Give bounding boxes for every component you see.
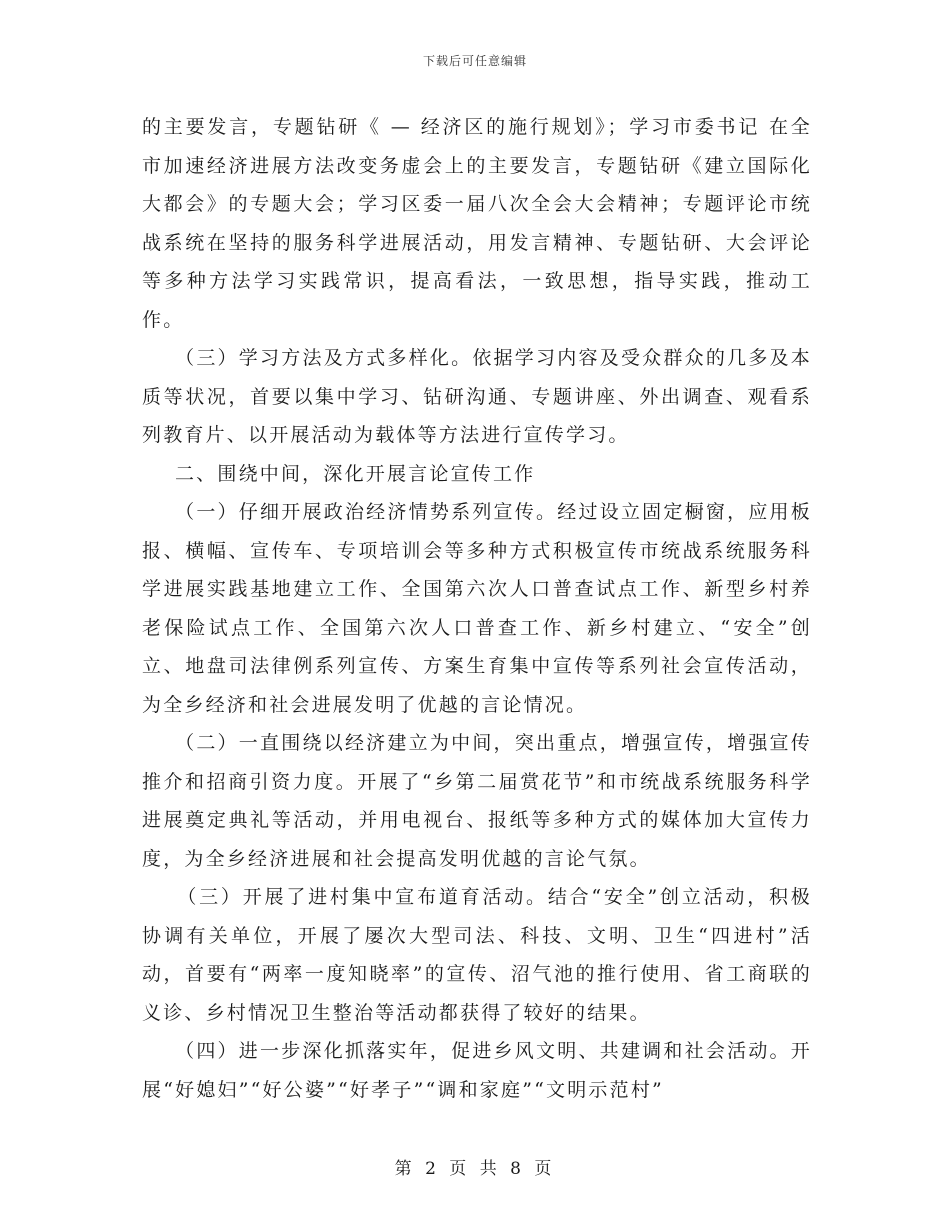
document-body [142,108,812,1109]
page-number-footer: 第 2 页 共 8 页 [394,1159,556,1179]
paragraph-continuation: 的主要发言，专题钻研《 — 经济区的施行规划》；学习市委书记 在全市加速经济进展方法改变务虚会上的主要发言，专题钻研《建立国际化大都会》的专题大会；学习区委一届八次全会大会精神；专题评论市统战系统在坚持的服务科学进展活动，用发言精神、专题钻研、大会评论等多种方法学习实践常识，提高看法，一致思想，指导实践，推动工作。 [142,116,812,331]
paragraph-economic-publicity: （一）仔细开展政治经济情势系列宣传。经过设立固定橱窗，应用板报、横幅、宣传车、专项培训会等多种方式积极宣传市统战系统服务科学进展实践基地建立工作、全国第六次人口普查试点工作、新型乡村养老保险试点工作、全国第六次人口普查工作、新乡村建立、“安全”创立、地盘司法律例系列宣传、方案生育集中宣传等系列社会宣传活动，为全乡经济和社会进展发明了优越的言论情况。 [142,501,812,716]
paragraph-rural-civilization: （四）进一步深化抓落实年，促进乡风文明、共建调和社会活动。开展“好媳妇”“好公婆”“好孝子”“调和家庭”“文明示范村” [142,1040,812,1101]
paragraph-learning-methods: （三）学习方法及方式多样化。依据学习内容及受众群众的几多及本质等状况，首要以集中学习、钻研沟通、专题讲座、外出调查、观看系列教育片、以开展活动为载体等方法进行宣传学习。 [142,347,812,446]
paragraph-village-activities: （三）开展了进村集中宣布道育活动。结合“安全”创立活动，积极协调有关单位，开展了屡次大型司法、科技、文明、卫生“四进村”活动，首要有“两率一度知晓率”的宣传、沼气池的推行使用、省工商联的义诊、乡村情况卫生整治等活动都获得了较好的结果。 [142,886,812,1024]
section-heading-two: 二、围绕中间，深化开展言论宣传工作 [142,462,536,485]
page-header-note: 下载后可任意编辑 [422,54,527,68]
paragraph-economic-construction: （二）一直围绕以经济建立为中间，突出重点，增强宣传，增强宣传推介和招商引资力度。开展了“乡第二届赏花节”和市统战系统服务科学进展奠定典礼等活动，并用电视台、报纸等多种方式的媒体加大宣传力度，为全乡经济进展和社会提高发明优越的言论气氛。 [142,732,812,870]
